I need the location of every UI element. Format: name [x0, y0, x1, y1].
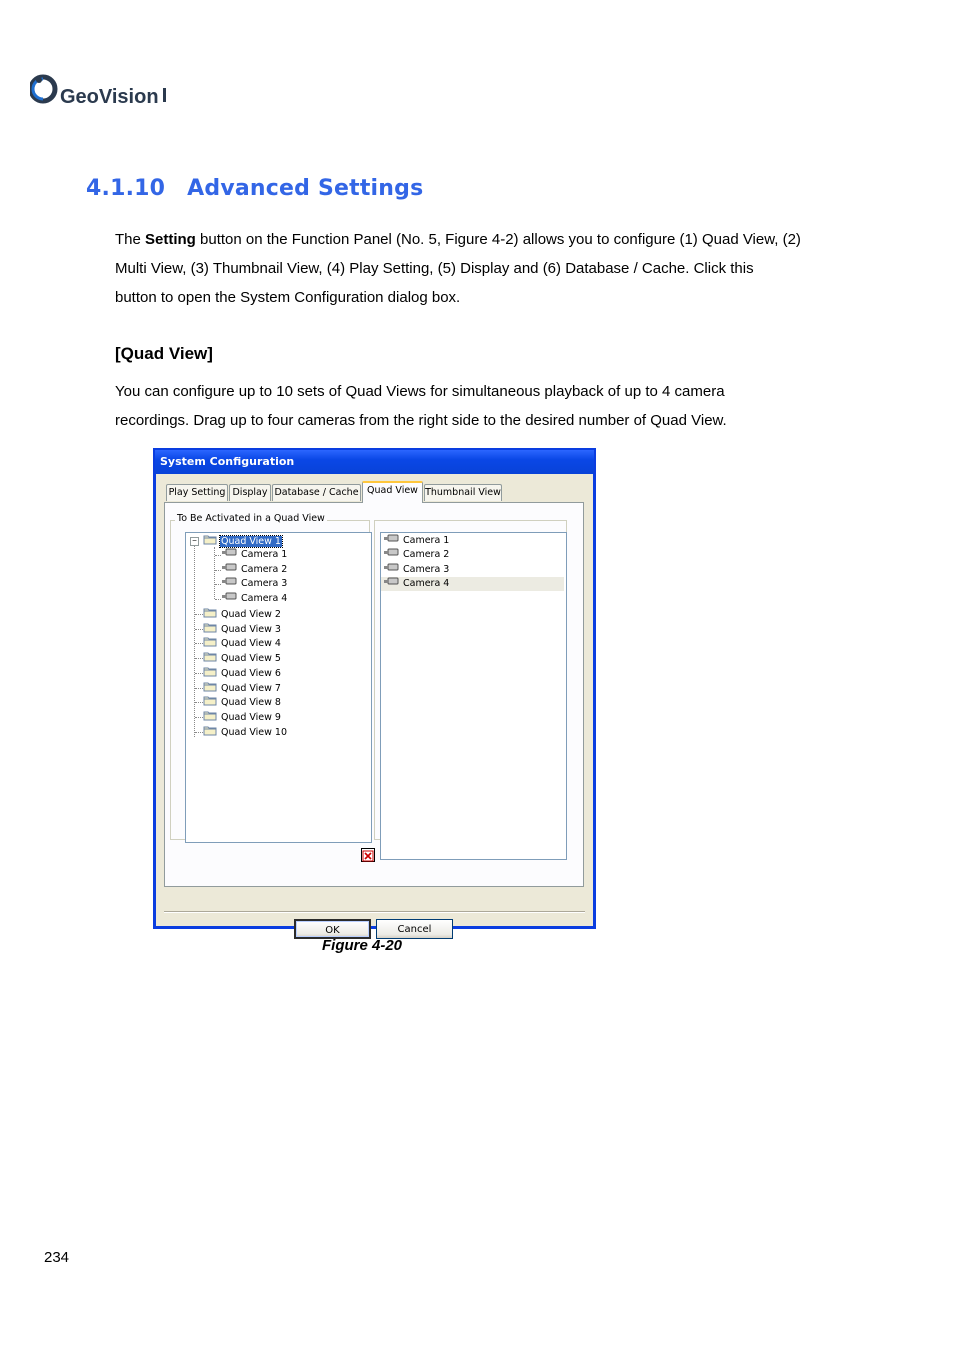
ok-button[interactable]: OK [294, 919, 371, 939]
svg-text:GeoVision: GeoVision [60, 86, 159, 108]
tree-branch [215, 570, 221, 571]
intro-line-2: Multi View, (3) Thumbnail View, (4) Play Setting, (5) Display and (6) Database / Cache. Click this [115, 260, 754, 277]
tree-node-camera-2[interactable]: Camera 2 [222, 563, 288, 577]
dialog-titlebar[interactable] [155, 450, 594, 474]
tree-branch [195, 658, 203, 659]
geovision-logo [30, 72, 170, 112]
groupbox-label: To Be Activated in a Quad View [177, 513, 325, 524]
quad-line-2: recordings. Drag up to four cameras from the right side to the desired number of Quad View. [115, 412, 727, 429]
tree-line [194, 545, 195, 737]
tree-branch [195, 643, 203, 644]
delete-button[interactable] [361, 848, 375, 862]
folder-icon [203, 681, 217, 692]
camera-list-item-2[interactable]: Camera 2 [384, 548, 450, 562]
intro-line-1: The Setting button on the Function Panel (No. 5, Figure 4-2) allows you to configure (1) Quad View, (2) [115, 231, 801, 248]
folder-icon [203, 622, 217, 633]
tree-branch [215, 599, 221, 600]
collapse-icon[interactable]: − [190, 537, 199, 546]
tab-thumbnail-view[interactable]: Thumbnail View [424, 484, 502, 501]
camera-list-item-4[interactable]: Camera 4 [384, 577, 450, 591]
dialog-title: System Configuration [160, 455, 295, 468]
tree-node-quad-view-2[interactable]: Quad View 2 [203, 607, 282, 621]
camera-list-item-3[interactable]: Camera 3 [384, 563, 450, 577]
dialog-client [156, 474, 593, 936]
camera-icon [384, 563, 399, 572]
tree-node-quad-view-9[interactable]: Quad View 9 [203, 710, 282, 724]
camera-icon [384, 577, 399, 586]
folder-icon [203, 695, 217, 706]
setting-term: Setting [145, 231, 196, 248]
folder-icon [203, 651, 217, 662]
tree-branch [215, 555, 221, 556]
tree-branch [195, 732, 203, 733]
logo-icon [30, 72, 170, 112]
tree-node-camera-4[interactable]: Camera 4 [222, 592, 288, 606]
tree-node-quad-view-4[interactable]: Quad View 4 [203, 636, 282, 650]
figure-caption: Figure 4-20 [322, 937, 403, 954]
tree-branch [215, 584, 221, 585]
camera-icon [222, 548, 237, 557]
camera-icon [384, 548, 399, 557]
page-number: 234 [44, 1249, 70, 1266]
cancel-button[interactable]: Cancel [376, 919, 453, 939]
tree-node-quad-view-8[interactable]: Quad View 8 [203, 695, 282, 709]
tab-quad-view[interactable]: Quad View [362, 481, 423, 503]
section-number: 4.1.10 [86, 176, 166, 201]
quad-view-tree[interactable] [185, 532, 372, 843]
tree-branch [195, 717, 203, 718]
quad-line-1: You can configure up to 10 sets of Quad Views for simultaneous playback of up to 4 camera [115, 383, 725, 400]
folder-icon [203, 534, 217, 545]
folder-icon [203, 607, 217, 618]
folder-icon [203, 710, 217, 721]
tree-node-quad-view-7[interactable]: Quad View 7 [203, 681, 282, 695]
section-heading [86, 176, 423, 201]
tab-play-setting[interactable]: Play Setting [166, 484, 228, 501]
section-title: Advanced Settings [187, 176, 424, 201]
button-separator [164, 911, 585, 913]
tree-branch [195, 688, 203, 689]
tab-display[interactable]: Display [229, 484, 271, 501]
subheading: [Quad View] [115, 344, 213, 363]
camera-icon [222, 592, 237, 601]
intro-paragraph [115, 225, 855, 312]
folder-icon [203, 666, 217, 677]
tree-branch [195, 629, 203, 630]
tab-database-cache[interactable]: Database / Cache [272, 484, 361, 501]
intro-line-3: button to open the System Configuration dialog box. [115, 289, 461, 306]
folder-icon [203, 725, 217, 736]
tree-node-camera-1[interactable]: Camera 1 [222, 548, 288, 562]
tree-branch [195, 614, 203, 615]
camera-list-item-1[interactable]: Camera 1 [384, 534, 450, 548]
folder-icon [203, 636, 217, 647]
tree-node-quad-view-1[interactable]: Quad View 1 [203, 534, 282, 548]
delete-icon [362, 850, 374, 862]
tree-branch [195, 702, 203, 703]
tree-node-camera-3[interactable]: Camera 3 [222, 577, 288, 591]
tree-node-quad-view-3[interactable]: Quad View 3 [203, 622, 282, 636]
quad-view-paragraph [115, 377, 855, 435]
system-configuration-dialog [153, 448, 596, 936]
tree-node-quad-view-10[interactable]: Quad View 10 [203, 725, 288, 739]
camera-icon [384, 534, 399, 543]
camera-list[interactable] [380, 532, 567, 860]
tree-branch [195, 673, 203, 674]
tree-node-quad-view-5[interactable]: Quad View 5 [203, 651, 282, 665]
camera-icon [222, 577, 237, 586]
tree-node-quad-view-6[interactable]: Quad View 6 [203, 666, 282, 680]
camera-icon [222, 563, 237, 572]
